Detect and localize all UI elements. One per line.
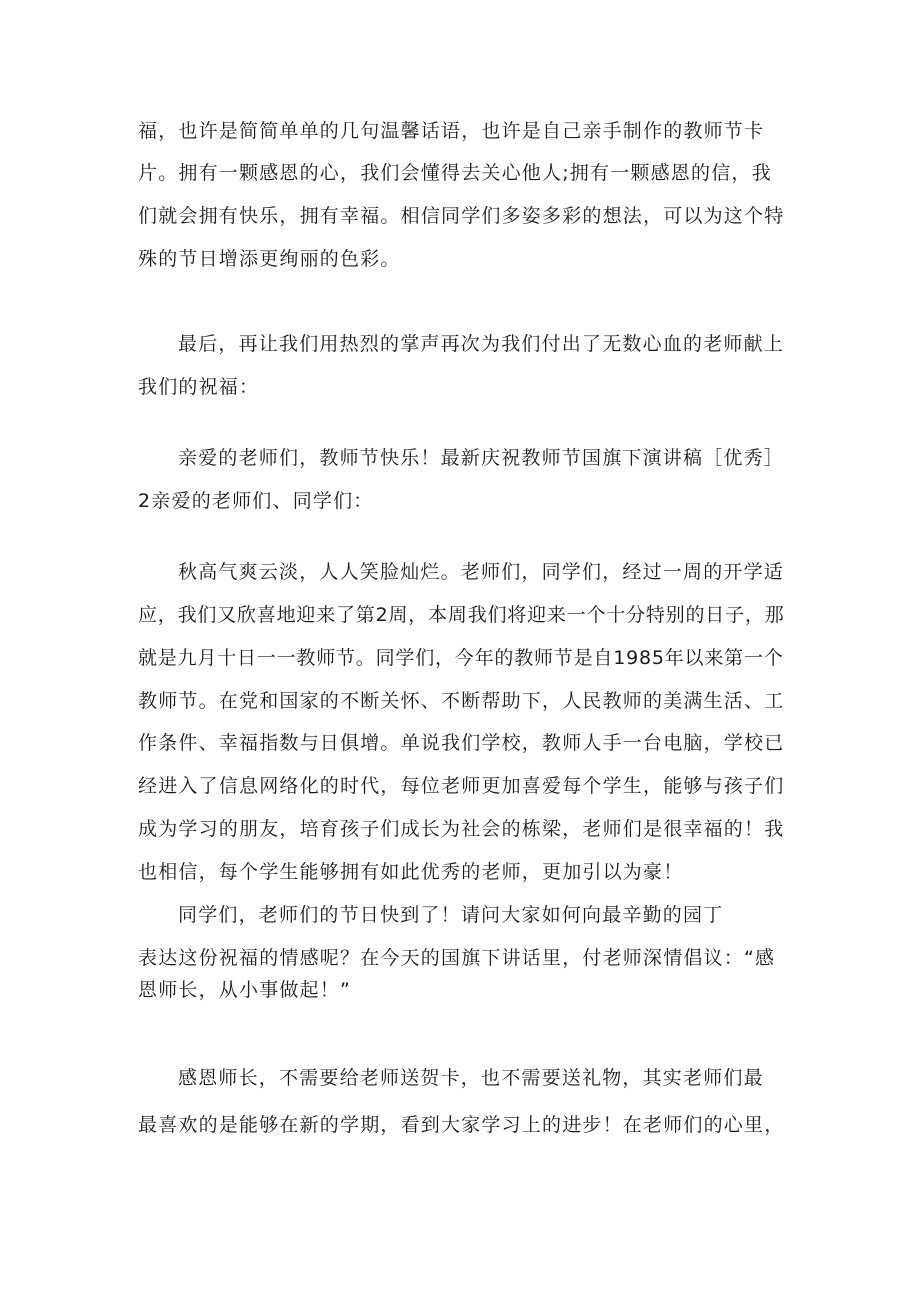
text-line: 2亲爱的老师们、同学们： — [138, 490, 374, 512]
text-line: 作条件、幸福指数与日俱增。单说我们学校，教师人手一台电脑，学校已 — [138, 732, 785, 754]
text-line: 片。拥有一颗感恩的心，我们会懂得去关心他人;拥有一颗感恩的信，我 — [138, 162, 772, 184]
text-line: 最后，再让我们用热烈的掌声再次为我们付出了无数心血的老师献上 — [178, 333, 785, 355]
text-line: 应，我们又欣喜地迎来了第2周，本周我们将迎来一个十分特别的日子，那 — [138, 604, 785, 626]
text-line: 教师节。在党和国家的不断关怀、不断帮助下，人民教师的美满生活、工 — [138, 690, 785, 712]
text-line: 经进入了信息网络化的时代，每位老师更加喜爱每个学生，能够与孩子们 — [138, 775, 785, 797]
text-line: 们就会拥有快乐，拥有幸福。相信同学们多姿多彩的想法，可以为这个特 — [138, 205, 785, 227]
text-line: 福，也许是简简单单的几句温馨话语，也许是自己亲手制作的教师节卡 — [138, 120, 765, 142]
text-line: 也相信，每个学生能够拥有如此优秀的老师，更加引以为豪！ — [138, 861, 684, 883]
text-line: 成为学习的朋友，培育孩子们成长为社会的栋梁，老师们是很幸福的！我 — [138, 818, 785, 840]
text-line: 感恩师长，不需要给老师送贺卡，也不需要送礼物，其实老师们最 — [178, 1067, 764, 1089]
text-line: 表达这份祝福的情感呢？在今天的国旗下讲话里，付老师深情倡议：“感 — [138, 947, 776, 969]
text-line: 秋高气爽云淡，人人笑脸灿烂。老师们，同学们，经过一周的开学适 — [178, 561, 785, 583]
text-line: 我们的祝福： — [138, 376, 260, 398]
text-line: 最喜欢的是能够在新的学期，看到大家学习上的进步！在老师们的心里， — [138, 1114, 785, 1136]
text-line: 同学们，老师们的节日快到了！请问大家如何向最辛勤的园丁 — [178, 904, 724, 926]
text-line: 亲爱的老师们，教师节快乐！最新庆祝教师节国旗下演讲稿［优秀］ — [178, 447, 785, 469]
text-line: 就是九月十日一一教师节。同学们，今年的教师节是自1985年以来第一个 — [138, 647, 784, 669]
text-line: 恩师长，从小事做起！” — [138, 979, 352, 1001]
text-line: 殊的节日增添更绚丽的色彩。 — [138, 248, 401, 270]
